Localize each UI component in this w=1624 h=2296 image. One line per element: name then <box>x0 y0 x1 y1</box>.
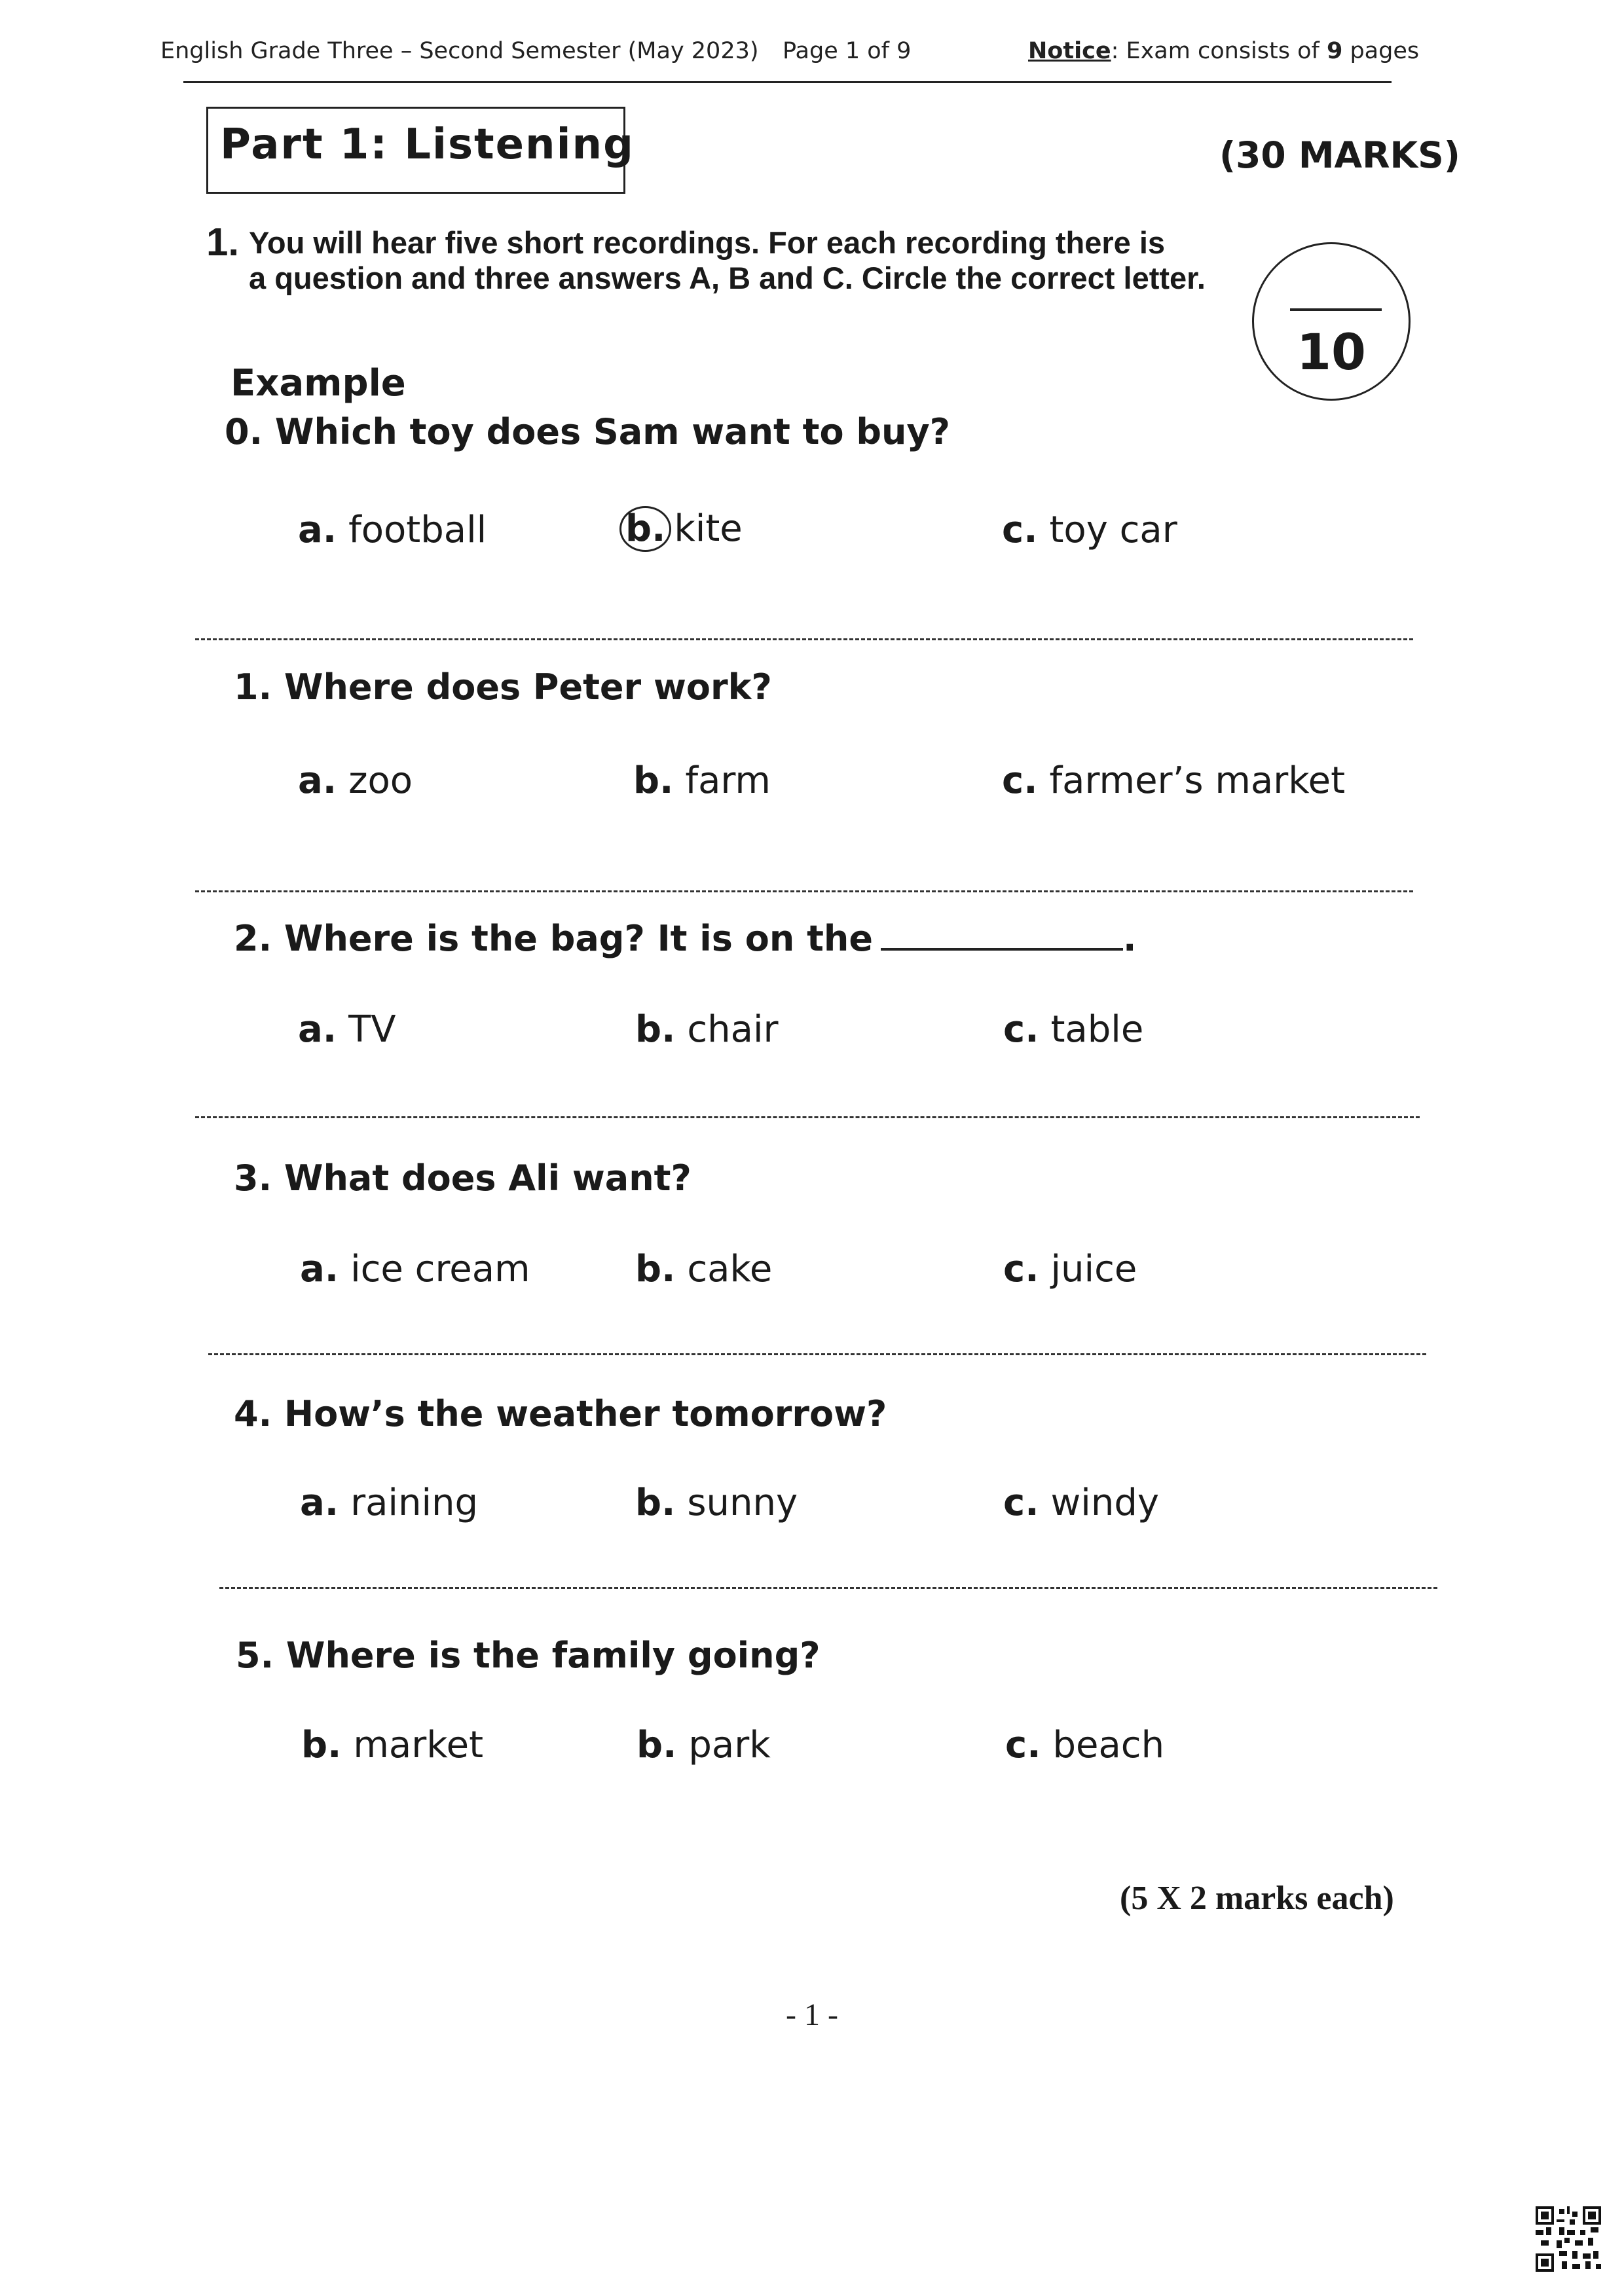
page-number: - 1 - <box>786 1997 838 2032</box>
q5-option-c[interactable]: c. beach <box>1005 1724 1165 1766</box>
q1-option-c[interactable]: c. farmer’s market <box>1002 759 1346 802</box>
answer-blank <box>881 919 1123 951</box>
question-2: 2. Where is the bag? It is on the . <box>234 918 1137 959</box>
example-option-c[interactable]: c. toy car <box>1002 509 1177 551</box>
q4-option-a[interactable]: a. raining <box>300 1482 479 1524</box>
score-blank-line <box>1290 308 1382 311</box>
question-4: 4. How’s the weather tomorrow? <box>234 1393 887 1434</box>
q4-option-c[interactable]: c. windy <box>1003 1482 1160 1524</box>
example-heading: Example <box>231 362 406 405</box>
separator-dashed <box>195 890 1413 892</box>
q2-option-b[interactable]: b. chair <box>635 1008 779 1051</box>
q3-option-b[interactable]: b. cake <box>635 1248 773 1290</box>
header-rule <box>183 81 1392 83</box>
q1-option-b[interactable]: b. farm <box>633 759 771 802</box>
separator-dashed <box>195 1116 1420 1118</box>
example-option-b-circled[interactable]: b. kite <box>627 506 743 552</box>
header-notice <box>1028 38 1419 64</box>
separator-dashed <box>195 638 1413 640</box>
question-3: 3. What does Ali want? <box>234 1157 692 1199</box>
example-option-a[interactable]: a. football <box>298 509 487 551</box>
section-number: 1. <box>206 220 240 264</box>
header-page-indicator: Page 1 of 9 <box>783 38 912 64</box>
part-title: Part 1: Listening <box>220 120 635 169</box>
notice-prefix: : Exam consists of <box>1111 38 1327 64</box>
notice-label: Notice <box>1028 38 1111 64</box>
q5-option-b[interactable]: b. park <box>637 1724 771 1766</box>
qr-code-icon <box>1536 2206 1601 2272</box>
question-1: 1. Where does Peter work? <box>234 666 772 708</box>
instruction-line-1: You will hear five short recordings. For each recording there is <box>249 225 1166 260</box>
example-question: 0. Which toy does Sam want to buy? <box>225 411 951 452</box>
marks-each-note: (5 X 2 marks each) <box>1120 1880 1394 1917</box>
notice-suffix: pages <box>1342 38 1420 64</box>
separator-dashed <box>208 1353 1426 1355</box>
q1-option-a[interactable]: a. zoo <box>298 759 413 802</box>
instruction-line-2: a question and three answers A, B and C. Circle the correct letter. <box>249 261 1206 295</box>
separator-dashed <box>219 1587 1437 1589</box>
part-title-box <box>206 107 635 194</box>
score-circle <box>1252 242 1411 401</box>
q5-option-a[interactable]: b. market <box>301 1724 484 1766</box>
question-5: 5. Where is the family going? <box>236 1635 821 1676</box>
part-marks: (30 MARKS) <box>1219 134 1460 176</box>
score-total: 10 <box>1297 323 1366 381</box>
q3-option-c[interactable]: c. juice <box>1003 1248 1137 1290</box>
q2-option-a[interactable]: a. TV <box>298 1008 396 1051</box>
answer-circle: b. <box>619 506 671 552</box>
header-course-title: English Grade Three – Second Semester (May 2023) <box>160 38 759 64</box>
q4-option-b[interactable]: b. sunny <box>635 1482 798 1524</box>
notice-page-count: 9 <box>1326 38 1343 64</box>
q2-option-c[interactable]: c. table <box>1003 1008 1144 1051</box>
q3-option-a[interactable]: a. ice cream <box>300 1248 530 1290</box>
